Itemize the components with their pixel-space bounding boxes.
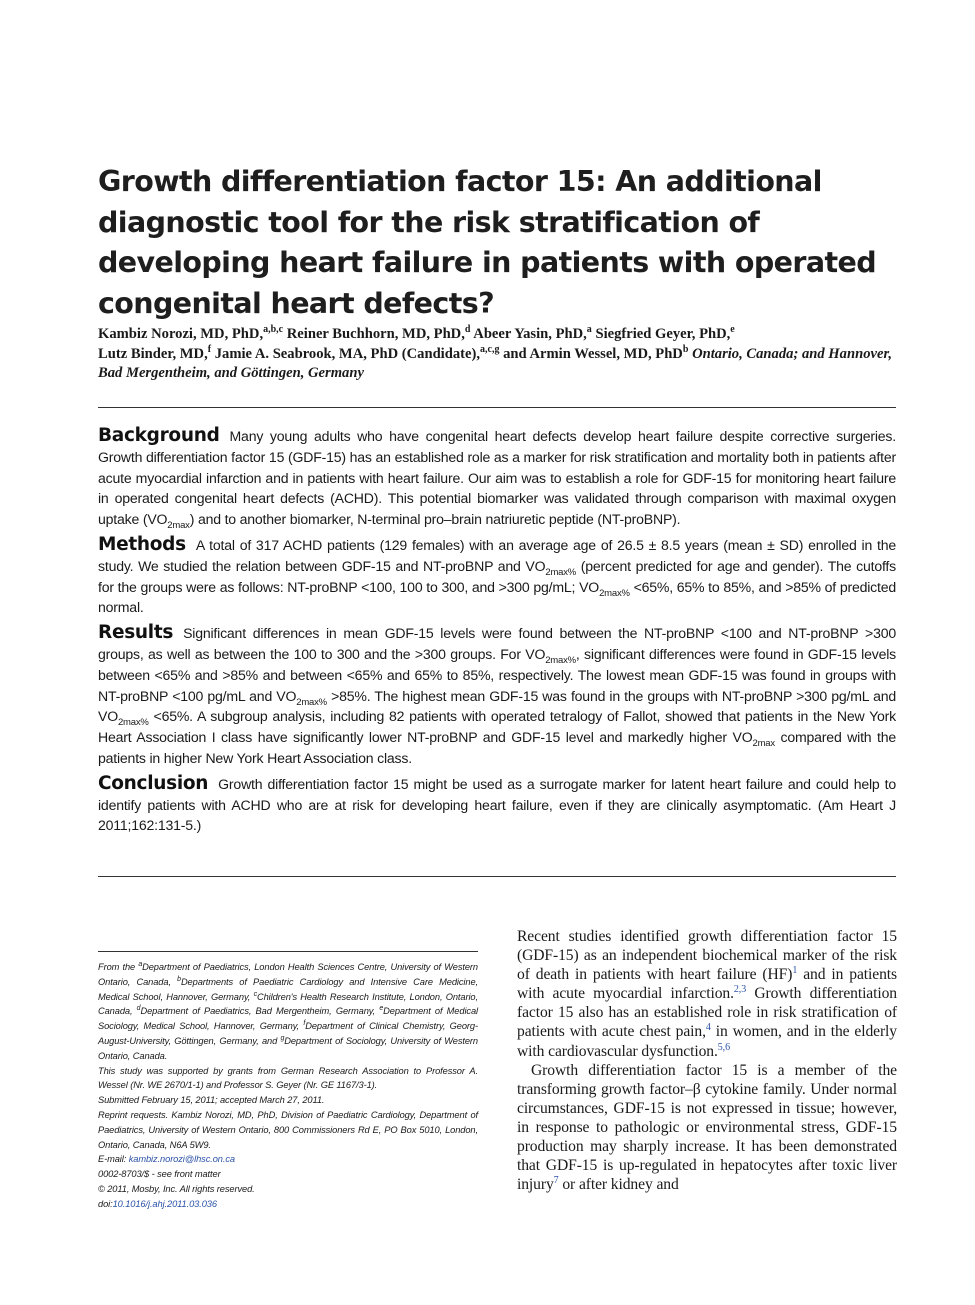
citation-link[interactable]: 1: [792, 965, 798, 976]
paragraph: Recent studies identified growth differentiation factor 15 (GDF-15) as an independent biochemical marker of the risk of death in patients with heart failure (HF)$^1$ and in patients with acute myocardial infarction.$^{2,3}$ Growth differentiation factor 15 also has an established role in risk stratification of patients with acute chest pain,$^4$ in women, and in the elderly with cardiovascular dysfunction.$^{5,6}$: [517, 928, 897, 1060]
doi-line: doi:10.1016/j.ahj.2011.03.036: [98, 1198, 217, 1209]
copyright-line: © 2011, Mosby, Inc. All rights reserved.: [98, 1183, 255, 1194]
paragraph: Growth differentiation factor 15 is a member of the transforming growth factor–β cytokine family. Under normal circumstances, GDF-15 is not expressed in tissue; however, in response to pathologic or environmental stress, GDF-15 production may sharply increase. It has been demonstrated that GDF-15 is up-regulated in hepatocytes after toxic liver injury$^7$ or after kidney and: [517, 1061, 897, 1194]
footnote-divider: [98, 951, 478, 952]
citation-link[interactable]: 2,3: [733, 984, 747, 996]
footnotes: [98, 960, 478, 1212]
email-link[interactable]: kambiz.norozi@lhsc.on.ca: [128, 1154, 235, 1165]
submission-dates: Submitted February 15, 2011; accepted March 27, 2011.: [98, 1095, 325, 1106]
author-name: Reiner Buchhorn, MD, PhD,: [286, 326, 465, 342]
section-heading: Background: [98, 425, 220, 446]
body-text: [517, 927, 897, 1194]
divider: [98, 407, 896, 408]
citation-link[interactable]: 5,6: [717, 1041, 730, 1053]
affiliation-marker: a,c,g: [480, 343, 500, 355]
affiliation-marker: e: [730, 324, 735, 336]
author-name: Lutz Binder, MD,: [98, 345, 208, 362]
author-name: Jamie A. Seabrook, MA, PhD (Candidate),: [214, 345, 480, 362]
abstract: [98, 426, 896, 841]
article-title: Growth differentiation factor 15: An additional diagnostic tool for the risk stratification of developing heart failure in patients with operated congenital heart defects?: [98, 165, 877, 320]
author-list: [98, 325, 908, 384]
section-heading: Methods: [98, 533, 186, 555]
citation-link[interactable]: 7: [553, 1175, 559, 1187]
section-heading: Conclusion: [98, 772, 209, 794]
affiliations: From the $^a$Department of Paediatrics, London Health Sciences Centre, University of Western Ontario, Canada, $^b$Departments of Paediatric Cardiology and Intensive Care Medicine, Medical School, Hannover, Germany, $^c$Children's Health Research Institute, London, Ontario, Canada, $^d$Department of Paediatrics, Bad Mergentheim, Germany, $^e$Department of Medical Sociology, Medical School, Hannover, Germany, $^f$Department of Clinical Chemistry, Georg-August-University, Göttingen, Germany, and $^g$Department of Sociology, University of Western Ontario, Canada.: [98, 960, 479, 1061]
abstract-conclusion: Conclusion Growth differentiation factor 15 might be used as a surrogate marker for latent heart failure and could help to identify patients with ACHD who are at risk for developing heart failure, even if they are clinically asymptomatic. (Am Heart J 2011;162:131-5.): [98, 772, 896, 834]
doi-link[interactable]: 10.1016/j.ahj.2011.03.036: [112, 1198, 217, 1209]
abstract-methods: Methods A total of 317 ACHD patients (129 females) with an average age of 26.5 ± 8.5 years (mean ± SD) enrolled in the study. We studied the relation between GDF-15 and NT-proBNP and $VO_{2max\%}$ (percent predicted for age and gender). The cutoffs for the groups were as follows: NT-proBNP <100, 100 to 300, and >300 pg/mL; $VO_{2max\%} <65\%$, 65% to 85%, and >85% of predicted normal.: [98, 533, 897, 616]
affiliation-marker: d: [464, 324, 471, 336]
reprint-requests: Reprint requests. Kambiz Norozi, MD, PhD, Division of Paediatric Cardiology, Department of Paediatrics, University of Western Ontario, 800 Commissioners Rd E, PO Box 5010, London, Ontario, Canada, N6A 5W9.: [98, 1109, 478, 1150]
author-name: Kambiz Norozi, MD, PhD,: [98, 326, 264, 342]
email-line: E-mail: kambiz.norozi@lhsc.on.ca: [98, 1154, 235, 1165]
author-name: and Armin Wessel, MD, PhD: [503, 345, 683, 362]
affiliation-marker: f: [207, 343, 212, 355]
citation-link[interactable]: 4: [705, 1022, 711, 1034]
section-heading: Results: [98, 622, 174, 644]
divider: [98, 876, 896, 877]
issn-line: 0002-8703/$ - see front matter: [98, 1169, 221, 1180]
affiliation-marker: b: [682, 343, 689, 355]
abstract-background: Background Many young adults who have congenital heart defects develop heart failure despite corrective surgeries. Growth differentiation factor 15 (GDF-15) has an established role as a marker for risk stratification and mortality both in patients after acute myocardial infarction and in patients with heart failure. Our aim was to establish a role for GDF-15 for monitoring heart failure in operated congenital heart defects (ACHD). This potential biomarker was validated through comparison with maximal oxygen uptake $(VO_{2max})$ and to another biomarker, N-terminal pro–brain natriuretic peptide (NT-proBNP).: [98, 425, 896, 531]
affiliation-marker: a: [586, 324, 592, 336]
author-locations: Ontario, Canada; and Hannover, Bad Mergentheim, and Göttingen, Germany: [98, 345, 892, 381]
author-name: Siegfried Geyer, PhD,: [595, 326, 731, 342]
affiliation-marker: a,b,c: [263, 324, 284, 336]
abstract-results: Results Significant differences in mean GDF-15 levels were found between the NT-proBNP <100 and NT-proBNP >300 groups, as well as between the 100 to 300 and the >300 groups. For $VO_{2max\%}$, significant differences were found in GDF-15 levels between <65% and >85% and between <65% and 65% to 85%, respectively. The lowest mean GDF-15 was found in groups with NT-proBNP <100 pg/mL and $VO_{2max\%} >85\%$. The highest mean GDF-15 was found in the groups with NT-proBNP >300 pg/mL and $VO_{2max\%} <65\%$. A subgroup analysis, including 82 patients with operated tetralogy of Fallot, showed that patients in the New York Heart Association I class have significantly lower NT-proBNP and GDF-15 level and markedly higher $VO_{2max}$ compared with the patients in higher New York Heart Association class.: [98, 622, 896, 766]
funding-note: This study was supported by grants from German Research Association to Professor A. Wessel (Nr. WE 2670/1-1) and Professor S. Geyer (Nr. GE 1167/3-1).: [98, 1065, 478, 1091]
author-name: Abeer Yasin, PhD,: [473, 326, 587, 342]
